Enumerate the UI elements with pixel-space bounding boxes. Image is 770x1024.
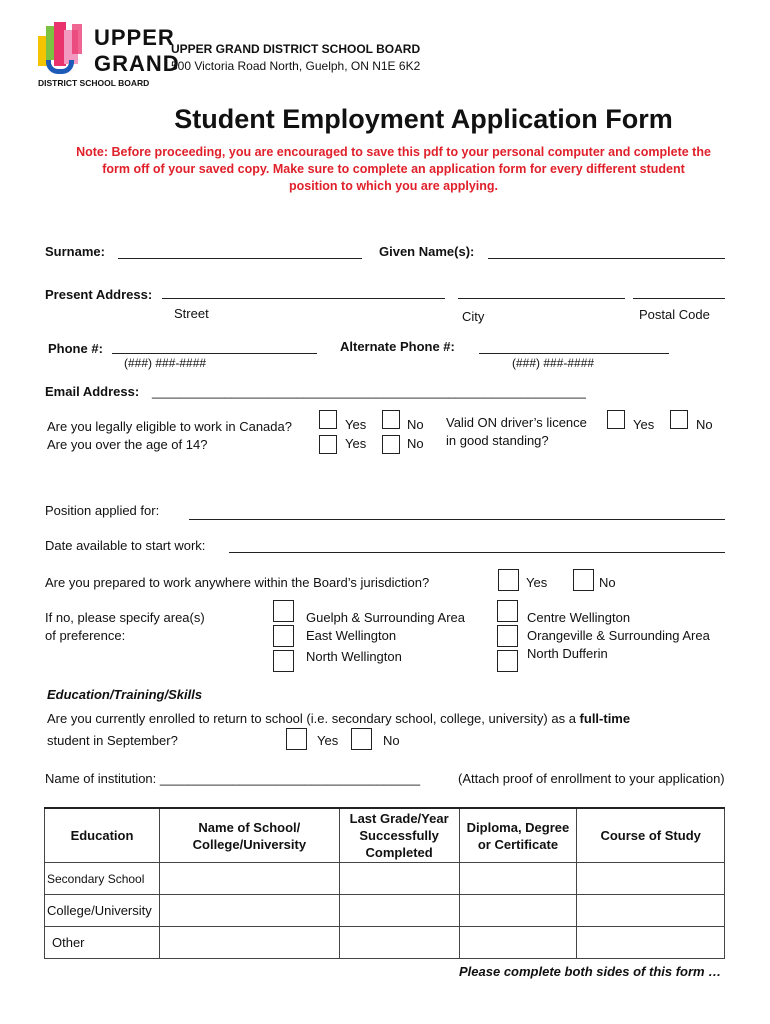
legal-yes-checkbox[interactable] (319, 410, 337, 429)
board-address: 500 Victoria Road North, Guelph, ON N1E 6K2 (171, 59, 421, 73)
city-caption: City (462, 309, 485, 324)
age-question: Are you over the age of 14? (47, 437, 208, 452)
preference-label-2: of preference: (45, 628, 126, 643)
area-east-wellington-label: East Wellington (306, 628, 397, 643)
date-available-label: Date available to start work: (45, 538, 206, 553)
board-logo (32, 22, 180, 90)
table-row (45, 895, 725, 927)
area-east-wellington-checkbox[interactable] (273, 625, 294, 647)
age-no-checkbox[interactable] (382, 435, 400, 454)
education-heading: Education/Training/Skills (47, 687, 203, 702)
postal-code-caption: Postal Code (639, 307, 710, 322)
position-field[interactable] (189, 519, 725, 520)
preference-label-1: If no, please specify area(s) (45, 610, 205, 625)
area-orangeville-label: Orangeville & Surrounding Area (527, 628, 710, 643)
area-north-dufferin-label: North Dufferin (527, 646, 608, 661)
enrolled-no-checkbox[interactable] (351, 728, 372, 750)
age-yes-checkbox[interactable] (319, 435, 337, 454)
street-field[interactable] (162, 298, 445, 299)
area-north-dufferin-checkbox[interactable] (497, 650, 518, 672)
area-centre-wellington-checkbox[interactable] (497, 600, 518, 622)
licence-no-checkbox[interactable] (670, 410, 688, 429)
table-cell[interactable] (459, 895, 577, 927)
table-cell[interactable] (459, 863, 577, 895)
logo-text-grand: GRAND (94, 51, 180, 76)
anywhere-question: Are you prepared to work anywhere within the Board’s jurisdiction? (45, 575, 430, 590)
legal-yes-label: Yes (345, 417, 367, 432)
row-label-other: Other (45, 927, 160, 959)
education-table (44, 807, 725, 959)
header-last-grade: Last Grade/Year Successfully Completed (339, 808, 459, 863)
phone-format: (###) ###-#### (124, 356, 207, 370)
table-cell[interactable] (459, 927, 577, 959)
phone-label: Phone #: (48, 341, 103, 356)
position-label: Position applied for: (45, 503, 160, 518)
enrolled-question-bold: full-time (579, 711, 631, 726)
table-row (45, 863, 725, 895)
anywhere-yes-label: Yes (526, 575, 548, 590)
area-north-wellington-checkbox[interactable] (273, 650, 294, 672)
table-cell[interactable] (339, 895, 459, 927)
institution-note: (Attach proof of enrollment to your application) (458, 771, 725, 786)
email-field[interactable]: ____________________________________________________________ (152, 384, 586, 399)
area-north-wellington-label: North Wellington (306, 649, 402, 664)
email-label: Email Address: (45, 384, 140, 399)
given-names-label: Given Name(s): (379, 244, 475, 259)
licence-yes-checkbox[interactable] (607, 410, 625, 429)
licence-question-1: Valid ON driver’s licence (446, 415, 587, 430)
enrolled-yes-label: Yes (317, 733, 339, 748)
age-yes-label: Yes (345, 436, 367, 451)
table-cell[interactable] (159, 927, 339, 959)
table-row (45, 927, 725, 959)
note-line-2: form off of your saved copy. Make sure to complete an application form for every different student (102, 162, 685, 176)
given-names-field[interactable] (488, 258, 725, 259)
note-line-1: Note: Before proceeding, you are encouraged to save this pdf to your personal computer and complete the (76, 145, 711, 159)
header-diploma: Diploma, Degree or Certificate (459, 808, 577, 863)
alt-phone-format: (###) ###-#### (512, 356, 595, 370)
table-cell[interactable] (577, 927, 725, 959)
header-education: Education (45, 808, 160, 863)
table-cell[interactable] (577, 863, 725, 895)
board-name: UPPER GRAND DISTRICT SCHOOL BOARD (171, 42, 421, 56)
enrolled-yes-checkbox[interactable] (286, 728, 307, 750)
header-school-name: Name of School/ College/University (159, 808, 339, 863)
anywhere-no-checkbox[interactable] (573, 569, 594, 591)
enrolled-question-2: student in September? (47, 733, 178, 748)
area-centre-wellington-label: Centre Wellington (527, 610, 631, 625)
alt-phone-field[interactable] (479, 353, 669, 354)
licence-no-label: No (696, 417, 713, 432)
footer-note: Please complete both sides of this form … (459, 964, 722, 979)
logo-mark (32, 22, 92, 80)
licence-yes-label: Yes (633, 417, 655, 432)
enrolled-no-label: No (383, 733, 400, 748)
area-guelph-checkbox[interactable] (273, 600, 294, 622)
legal-no-checkbox[interactable] (382, 410, 400, 429)
anywhere-no-label: No (599, 575, 616, 590)
logo-text-upper: UPPER (94, 25, 175, 50)
city-field[interactable] (458, 298, 625, 299)
logo-text-dsb: DISTRICT SCHOOL BOARD (38, 78, 150, 88)
licence-question-2: in good standing? (446, 433, 549, 448)
note-line-3: position to which you are applying. (288, 179, 499, 193)
row-label-secondary: Secondary School (45, 863, 160, 895)
table-cell[interactable] (159, 895, 339, 927)
area-orangeville-checkbox[interactable] (497, 625, 518, 647)
alt-phone-label: Alternate Phone #: (340, 339, 455, 354)
table-cell[interactable] (577, 895, 725, 927)
enrolled-question-1 (47, 711, 630, 727)
street-caption: Street (174, 306, 209, 321)
header-course: Course of Study (577, 808, 725, 863)
table-cell[interactable] (339, 863, 459, 895)
date-available-field[interactable] (229, 552, 725, 553)
legal-no-label: No (407, 417, 424, 432)
anywhere-yes-checkbox[interactable] (498, 569, 519, 591)
postal-code-field[interactable] (633, 298, 725, 299)
phone-field[interactable] (112, 353, 317, 354)
area-guelph-label: Guelph & Surrounding Area (306, 610, 465, 625)
surname-field[interactable] (118, 258, 362, 259)
address-label: Present Address: (45, 287, 153, 302)
page-title: Student Employment Application Form (174, 104, 673, 134)
table-cell[interactable] (159, 863, 339, 895)
row-label-college: College/University (45, 895, 160, 927)
legal-eligibility-question: Are you legally eligible to work in Canada? (47, 419, 292, 434)
enrolled-question-text: Are you currently enrolled to return to school (i.e. secondary school, college, university) as a (47, 711, 580, 726)
table-header-row (45, 808, 725, 863)
surname-label: Surname: (45, 244, 105, 259)
table-cell[interactable] (339, 927, 459, 959)
institution-label[interactable]: Name of institution: ____________________________________ (45, 771, 421, 786)
age-no-label: No (407, 436, 424, 451)
